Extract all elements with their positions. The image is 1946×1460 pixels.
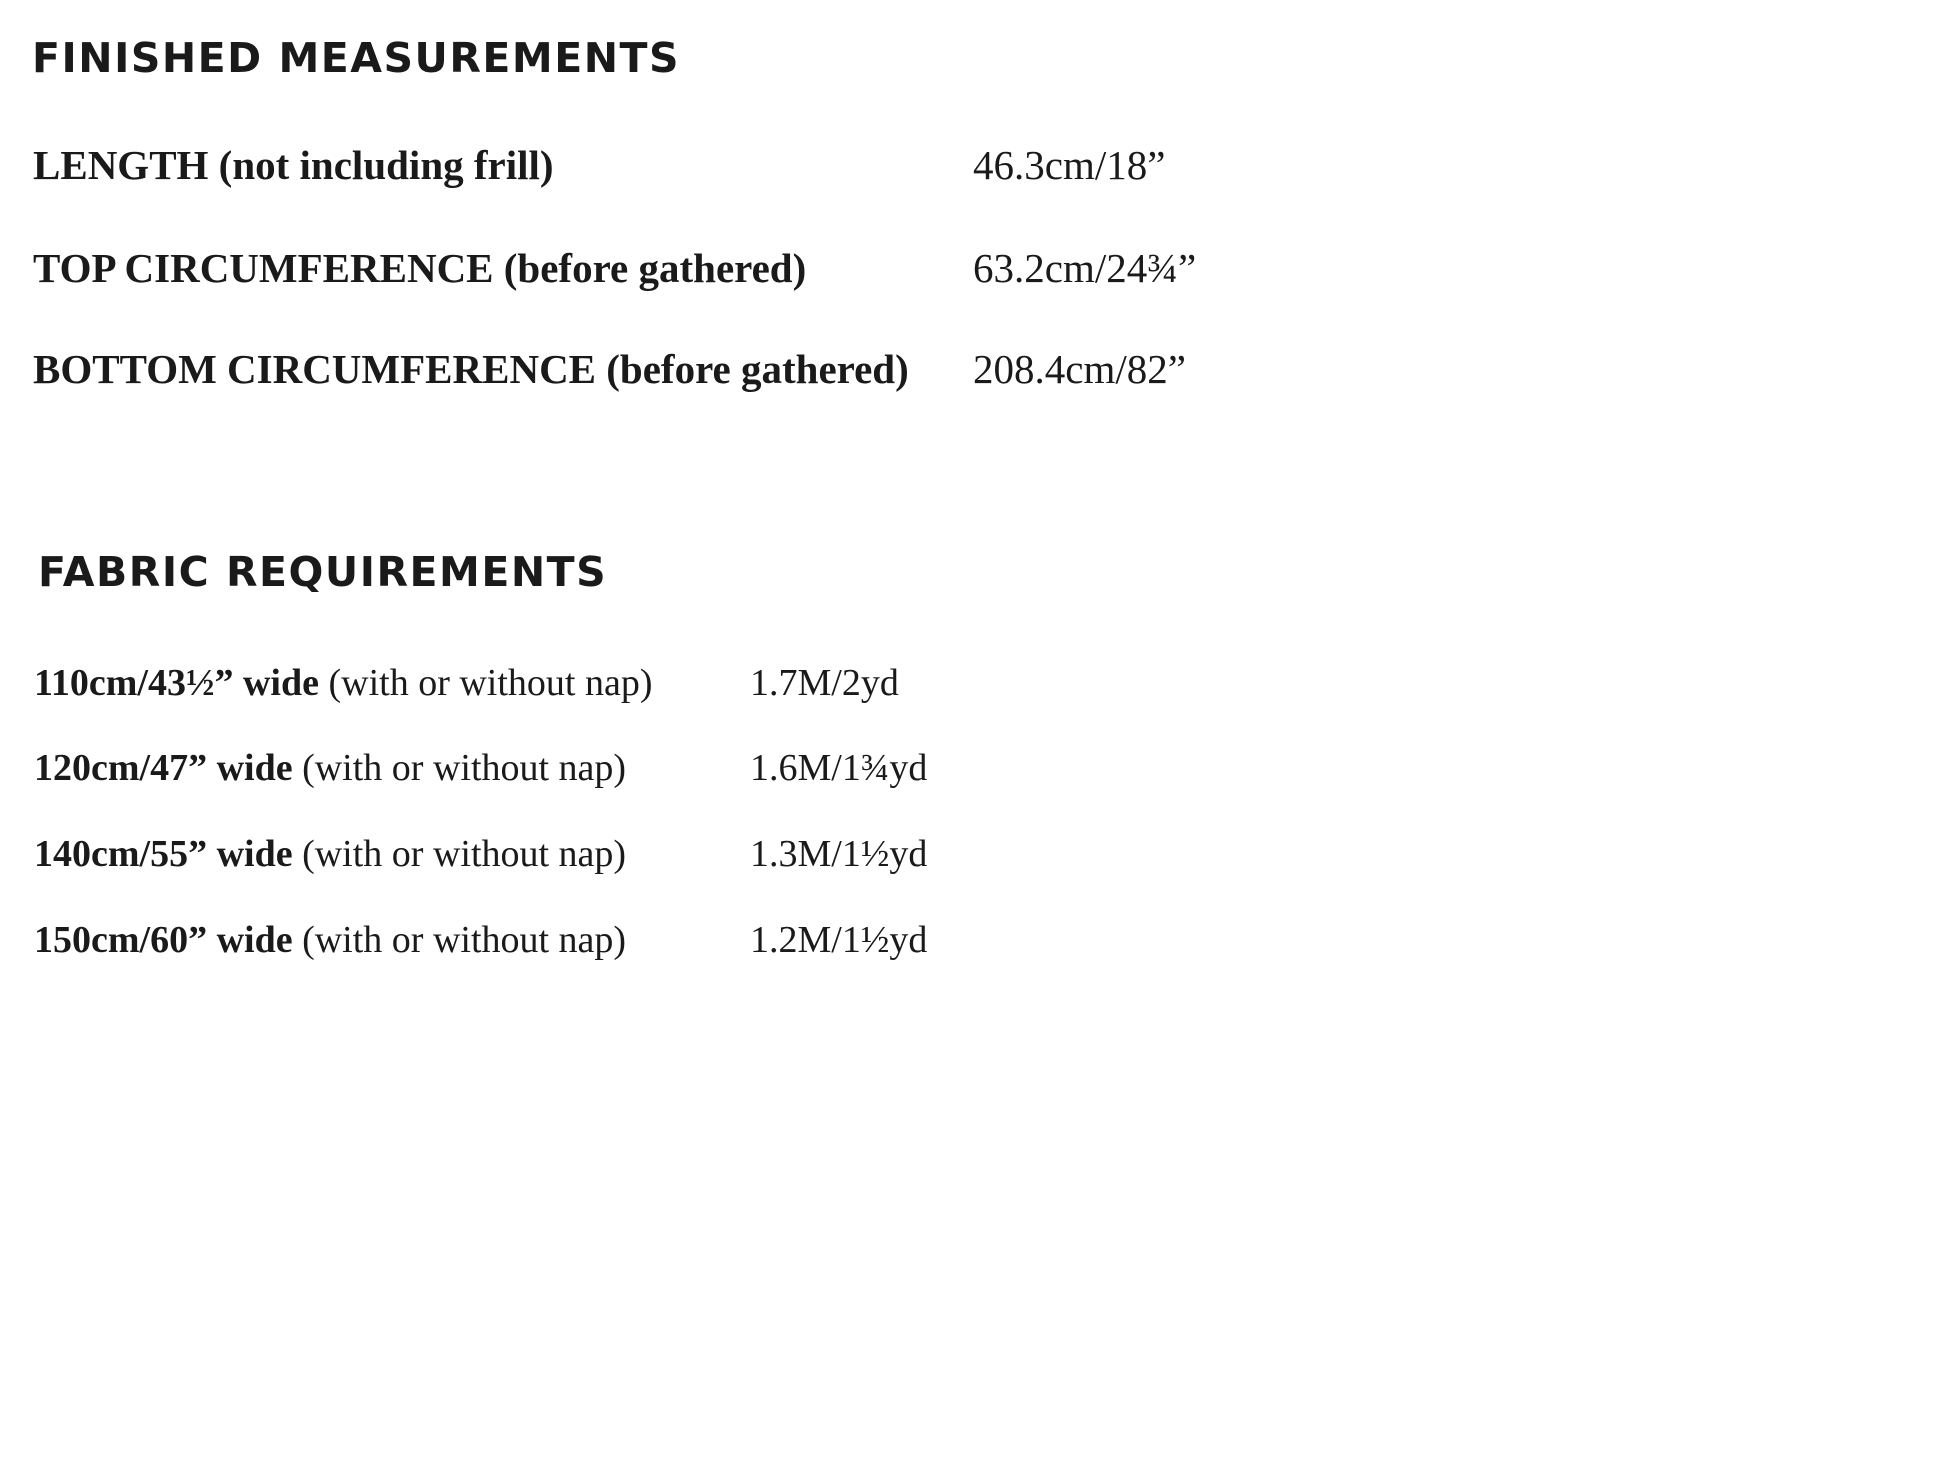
- fabric-nap-note: (with or without nap): [302, 919, 627, 961]
- fabric-label: [34, 921, 626, 959]
- fabric-width: 110cm/43½” wide: [34, 662, 319, 704]
- fabric-nap-note: (with or without nap): [302, 747, 627, 789]
- measurement-value: 208.4cm/82”: [973, 346, 1186, 392]
- fabric-requirements-heading: FABRIC REQUIREMENTS: [38, 548, 608, 596]
- measurement-value: 46.3cm/18”: [973, 142, 1166, 188]
- fabric-label: [34, 835, 626, 873]
- fabric-amount: 1.2M/1½yd: [750, 919, 928, 961]
- measurement-label: LENGTH (not including frill): [33, 142, 554, 188]
- measurement-label: TOP CIRCUMFERENCE (before gathered): [33, 245, 807, 291]
- fabric-width: 120cm/47” wide: [34, 747, 293, 789]
- measurement-value: 63.2cm/24¾”: [973, 245, 1197, 291]
- fabric-width: 150cm/60” wide: [34, 919, 293, 961]
- fabric-amount: 1.6M/1¾yd: [750, 747, 928, 789]
- fabric-width: 140cm/55” wide: [34, 833, 293, 875]
- fabric-amount: 1.7M/2yd: [750, 662, 899, 704]
- fabric-amount: 1.3M/1½yd: [750, 833, 928, 875]
- finished-measurements-heading: FINISHED MEASUREMENTS: [32, 34, 681, 82]
- fabric-nap-note: (with or without nap): [328, 662, 653, 704]
- fabric-nap-note: (with or without nap): [302, 833, 627, 875]
- fabric-label: [34, 749, 626, 787]
- fabric-label: [34, 664, 653, 702]
- measurement-label: BOTTOM CIRCUMFERENCE (before gathered): [33, 346, 909, 392]
